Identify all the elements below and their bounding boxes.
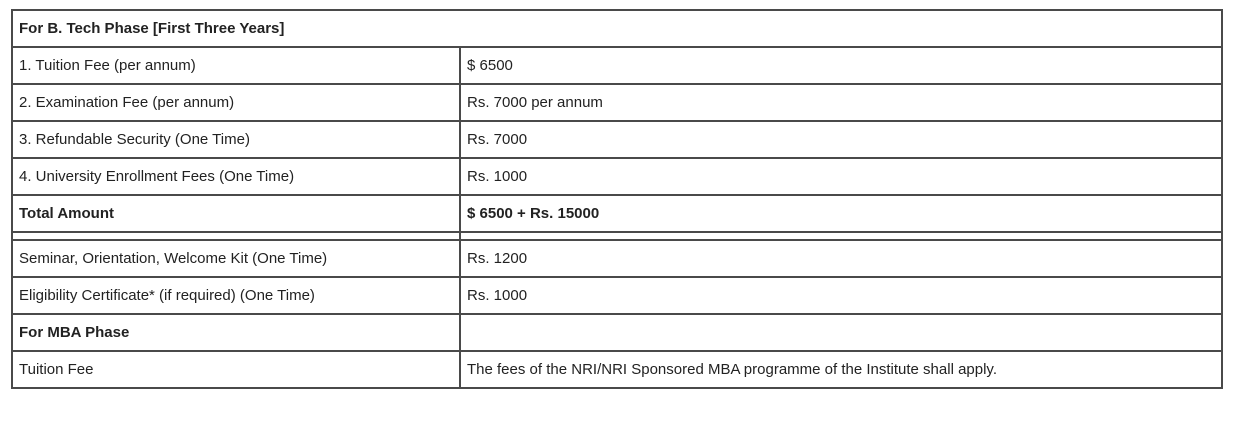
fee-amount: Rs. 1000 xyxy=(460,277,1222,314)
spacer-row xyxy=(12,232,1222,240)
mba-header-empty-cell xyxy=(460,314,1222,351)
spacer-cell xyxy=(460,232,1222,240)
fee-amount: Rs. 1200 xyxy=(460,240,1222,277)
fee-table-container xyxy=(11,9,1223,389)
fee-amount: $ 6500 xyxy=(460,47,1222,84)
fee-item-label: Eligibility Certificate* (if required) (One Time) xyxy=(12,277,460,314)
table-row xyxy=(12,240,1222,277)
fee-item-label: 3. Refundable Security (One Time) xyxy=(12,121,460,158)
fee-item-label: Seminar, Orientation, Welcome Kit (One Time) xyxy=(12,240,460,277)
table-row xyxy=(12,277,1222,314)
total-amount: $ 6500 + Rs. 15000 xyxy=(460,195,1222,232)
fee-amount: Rs. 7000 xyxy=(460,121,1222,158)
fee-item-label: 4. University Enrollment Fees (One Time) xyxy=(12,158,460,195)
table-header-row xyxy=(12,10,1222,47)
table-row xyxy=(12,158,1222,195)
fee-amount: Rs. 1000 xyxy=(460,158,1222,195)
mba-phase-heading: For MBA Phase xyxy=(12,314,460,351)
fee-item-label: 2. Examination Fee (per annum) xyxy=(12,84,460,121)
mba-header-row xyxy=(12,314,1222,351)
fee-structure-table xyxy=(11,9,1223,389)
table-row xyxy=(12,47,1222,84)
table-row xyxy=(12,351,1222,388)
fee-item-label: 1. Tuition Fee (per annum) xyxy=(12,47,460,84)
fee-amount: The fees of the NRI/NRI Sponsored MBA programme of the Institute shall apply. xyxy=(460,351,1222,388)
table-row xyxy=(12,121,1222,158)
total-label: Total Amount xyxy=(12,195,460,232)
total-row xyxy=(12,195,1222,232)
spacer-cell xyxy=(12,232,460,240)
table-row xyxy=(12,84,1222,121)
fee-amount: Rs. 7000 per annum xyxy=(460,84,1222,121)
fee-item-label: Tuition Fee xyxy=(12,351,460,388)
btech-phase-heading: For B. Tech Phase [First Three Years] xyxy=(12,10,1222,47)
